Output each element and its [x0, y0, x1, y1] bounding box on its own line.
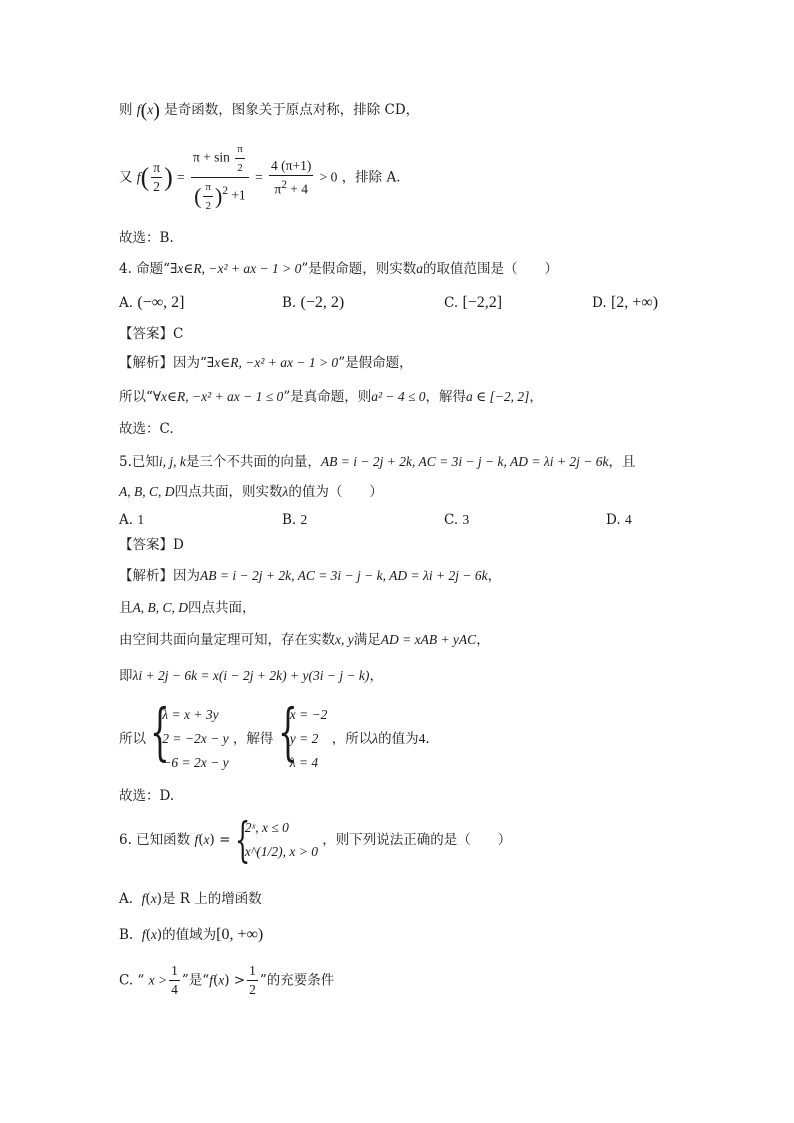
equation-system-1: { λ = x + 3y 2 = −2x − y −6 = 2x − y [150, 695, 229, 770]
intro-line-odd-function: 则 f(x) 是奇函数，图象关于原点对称，排除 CD， [119, 99, 420, 122]
q5-option-d: D. 4 [606, 512, 632, 528]
q4-stem-var: a [416, 261, 424, 276]
q4-option-b: B. (−2, 2) [282, 294, 345, 311]
q4-option-d: D. [2, +∞) [592, 294, 659, 311]
q5-conclusion: 故选：D. [119, 788, 175, 804]
intro-line1-prefix: 则 [119, 102, 133, 118]
q4-stem-end: 的取值范围是（ ） [423, 261, 559, 277]
intro-line2-suffix: ，排除 A. [341, 169, 401, 186]
q4-conclusion: 故选：C. [119, 421, 174, 437]
q5-analysis-1: 【解析】因为AB = i − 2j + 2k, AC = 3i − j − k, AD = λi + 2j − 6k， [119, 568, 502, 584]
q5-option-c: C. 3 [444, 512, 470, 528]
q5-analysis-3: 由空间共面向量定理可知，存在实数x, y满足AD = xAB + yAC， [119, 632, 490, 648]
q5-stem-2: A, B, C, D四点共面，则实数λ的值为（ ） [119, 484, 383, 500]
q5-answer: 【答案】D [119, 537, 184, 553]
q5-analysis-4: 即λi + 2j − 6k = x(i − 2j + 2k) + y(3i − j − k)， [119, 668, 383, 684]
q4-stem [119, 259, 558, 279]
intro-line2-prefix: 又 [119, 169, 133, 186]
q5-stem: 5.已知i, j, k是三个不共面的向量，AB = i − 2j + 2k, AC = 3i − j − k, AD = λi + 2j − 6k，且 [119, 454, 636, 470]
q6-stem: 6. 已知函数 f(x) = { 2ˣ, x ≤ 0 x^(1/2), x > 0 ，则下列说法正确的是（ ） [119, 812, 512, 868]
math-fx: f [136, 102, 141, 117]
q4-option-c: C. [−2,2] [444, 294, 503, 311]
fraction-result: $\frac{4 (\pi+1)}{\pi^2 + 4}$ [271, 157, 312, 197]
q4-option-a: A. (−∞, 2] [119, 294, 185, 311]
q5-option-a: A. 1 [119, 512, 145, 528]
piecewise-function: { 2ˣ, x ≤ 0 x^(1/2), x > 0 [234, 812, 318, 868]
intro-conclusion: 故选：B. [119, 230, 174, 246]
q4-analysis-1: 【解析】因为“∃x∈R, −x² + ax − 1 > 0”是假命题， [119, 355, 413, 371]
q5-system: 所以 { λ = x + 3y 2 = −2x − y −6 = 2x − y ，解得 { x = −2 y = 2 λ = 4 ，所以λ的值为4. [119, 703, 430, 775]
q4-answer: 【答案】C [119, 326, 184, 342]
q6-option-a: A. f(x)是 R 上的增函数 [119, 891, 262, 907]
q4-stem-math: ∃x∈R, −x² + ax − 1 > 0 [170, 261, 302, 276]
q5-option-b: B. 2 [282, 512, 308, 528]
q4-analysis-2: 所以“∀x∈R, −x² + ax − 1 ≤ 0”是真命题，则a² − 4 ≤ 0，解得a ∈ [−2, 2]， [119, 389, 543, 405]
intro-line1-suffix: 是奇函数，图象关于原点对称，排除 CD， [164, 102, 420, 118]
q6-option-b: B. f(x)的值域为[0, +∞) [119, 926, 264, 943]
q4-stem-suffix: ”是假命题，则实数 [301, 261, 417, 277]
fraction-pi-sin: π + sin $\frac{\pi}{2}$ ( $\frac{\pi}{2}$ )$^2$ +1 [191, 140, 249, 215]
equation-system-2: { x = −2 y = 2 λ = 4 [277, 695, 328, 770]
intro-line-evaluate: 又 f( $\frac{\pi}{2}$ ) = π + sin $\frac{\pi}{2}$ ( $\frac{\pi}{2}$ )$^2$ +1 = $\frac{4 (\pi+1)}{\pi^2 + 4}$ > 0 ，排除 A. [119, 140, 401, 200]
q4-stem-prefix: 4. 命题“ [119, 261, 171, 277]
q5-analysis-2: 且A, B, C, D四点共面， [119, 600, 256, 616]
q6-option-c: C. “ x > $\frac{1}{4}$ ”是“f(x) > $\frac{1}{2}$ ”的充要条件 [119, 963, 335, 997]
